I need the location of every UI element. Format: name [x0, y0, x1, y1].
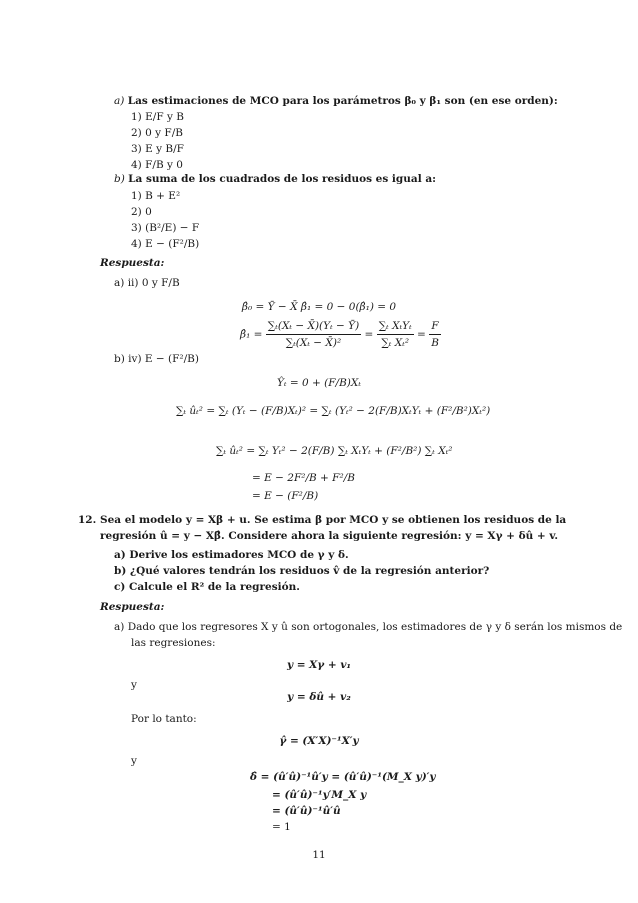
eq-delta-line2: = (û′û)⁻¹y′M_X y: [272, 789, 367, 801]
page-number: 11: [312, 849, 326, 861]
frac3-num: F: [429, 318, 441, 335]
option-b2: 2) 0: [131, 206, 152, 218]
option-a2: 2) 0 y F/B: [131, 127, 183, 139]
eq-sum-resid2-line2: = E − 2F²/B + F²/B: [252, 472, 355, 484]
option-b1: 1) B + E²: [131, 190, 181, 202]
question-b-text: La suma de los cuadrados de los residuos es igual a:: [128, 173, 437, 185]
q12-line2: regresión û = y − Xβ̂. Considere ahora la siguiente regresión: y = Xγ + δû + v.: [100, 530, 559, 542]
question-a-label: a): [114, 95, 125, 107]
frac2-den: ∑ₜ Xₜ²: [381, 337, 410, 349]
frac2-num: ∑ₜ XₜYₜ: [377, 318, 414, 335]
q12-number: 12.: [78, 514, 97, 526]
frac1-num: ∑ₜ(Xₜ − X̄)(Yₜ − Ȳ): [266, 318, 361, 335]
frac3-den: B: [431, 337, 439, 349]
eq-beta1-frac3: [429, 318, 441, 351]
eq-sum-resid2-line3: = E − (F²/B): [252, 490, 319, 502]
option-b3: 3) (B²/E) − F: [131, 222, 200, 234]
question-b-label: b): [114, 173, 125, 185]
q12-item-a: a) Derive los estimadores MCO de γ y δ.: [114, 549, 349, 561]
eq-delta-line3: = (û′û)⁻¹û′û: [272, 805, 341, 817]
por-lo-tanto: Por lo tanto:: [131, 713, 197, 725]
answer-b: b) iv) E − (F²/B): [114, 353, 199, 365]
q12-line1: Sea el modelo y = Xβ + u. Se estima β por MCO y se obtienen los residuos de la: [100, 514, 567, 526]
eq-gamma-hat: γ̂ = (X′X)⁻¹X′y: [279, 735, 359, 747]
answer-a: a) ii) 0 y F/B: [114, 277, 180, 289]
eq-beta1-lhs: β̂₁ =: [240, 328, 263, 341]
frac1-den: ∑ₜ(Xₜ − X̄)²: [285, 337, 342, 349]
eq-y-xgamma: y = Xγ + v₁: [286, 659, 352, 671]
option-b4: 4) E − (F²/B): [131, 238, 200, 250]
eq-sum-resid: ∑ₜ ûₜ² = ∑ₜ (Yₜ − (F/B)Xₜ)² = ∑ₜ (Yₜ² − 2(F/B)XₜYₜ + (F²/B²)Xₜ²): [176, 405, 491, 417]
answer-12a-line1: a) Dado que los regresores X y û son ortogonales, los estimadores de γ y δ serán los mismos de: [114, 621, 623, 633]
eq-beta1: β̂₁ = $\frac{\text{∑ₜ(Xₜ − X̄)(Yₜ − Ȳ)}}{\text{∑ₜ(Xₜ − X̄)²}}$ = $\frac{\text{∑ₜ XₜYₜ}}{\text{∑ₜ Xₜ²}}$ = $\frac{F}{B}$: [240, 320, 439, 349]
eq-y-deltau: y = δû + v₂: [287, 691, 351, 703]
eq-beta1-frac1: [266, 318, 361, 351]
connector-y-2: y: [131, 755, 137, 767]
answer-12a-line2: las regresiones:: [131, 637, 216, 649]
option-a4: 4) F/B y 0: [131, 159, 183, 171]
q12-item-c: c) Calcule el R² de la regresión.: [114, 581, 300, 593]
option-a1: 1) E/F y B: [131, 111, 184, 123]
option-a3: 3) E y B/F: [131, 143, 184, 155]
eq-yhat: Ŷₜ = 0 + (F/B)Xₜ: [277, 377, 361, 389]
question-a: [114, 94, 558, 108]
eq-delta-line4: = 1: [272, 821, 291, 833]
q12-item-b: b) ¿Qué valores tendrán los residuos v̂ de la regresión anterior?: [114, 565, 490, 577]
connector-y-1: y: [131, 679, 137, 691]
respuesta-heading: Respuesta:: [100, 257, 165, 269]
eq-delta-line1: δ̂ = (û′û)⁻¹û′y = (û′û)⁻¹(M_X y)′y: [250, 771, 436, 783]
respuesta-heading-2: Respuesta:: [100, 601, 165, 613]
question-b: [114, 172, 436, 186]
question-a-text: Las estimaciones de MCO para los parámetros β₀ y β₁ son (en ese orden):: [127, 95, 558, 107]
eq-beta1-frac2: [377, 318, 414, 351]
eq-sum-resid2-line1: ∑ₜ ûₜ² = ∑ₜ Yₜ² − 2(F/B) ∑ₜ XₜYₜ + (F²/B²) ∑ₜ Xₜ²: [216, 445, 453, 457]
eq-beta0: β̂₀ = Ȳ − X̄ β̂₁ = 0 − 0(β̂₁) = 0: [241, 301, 397, 313]
